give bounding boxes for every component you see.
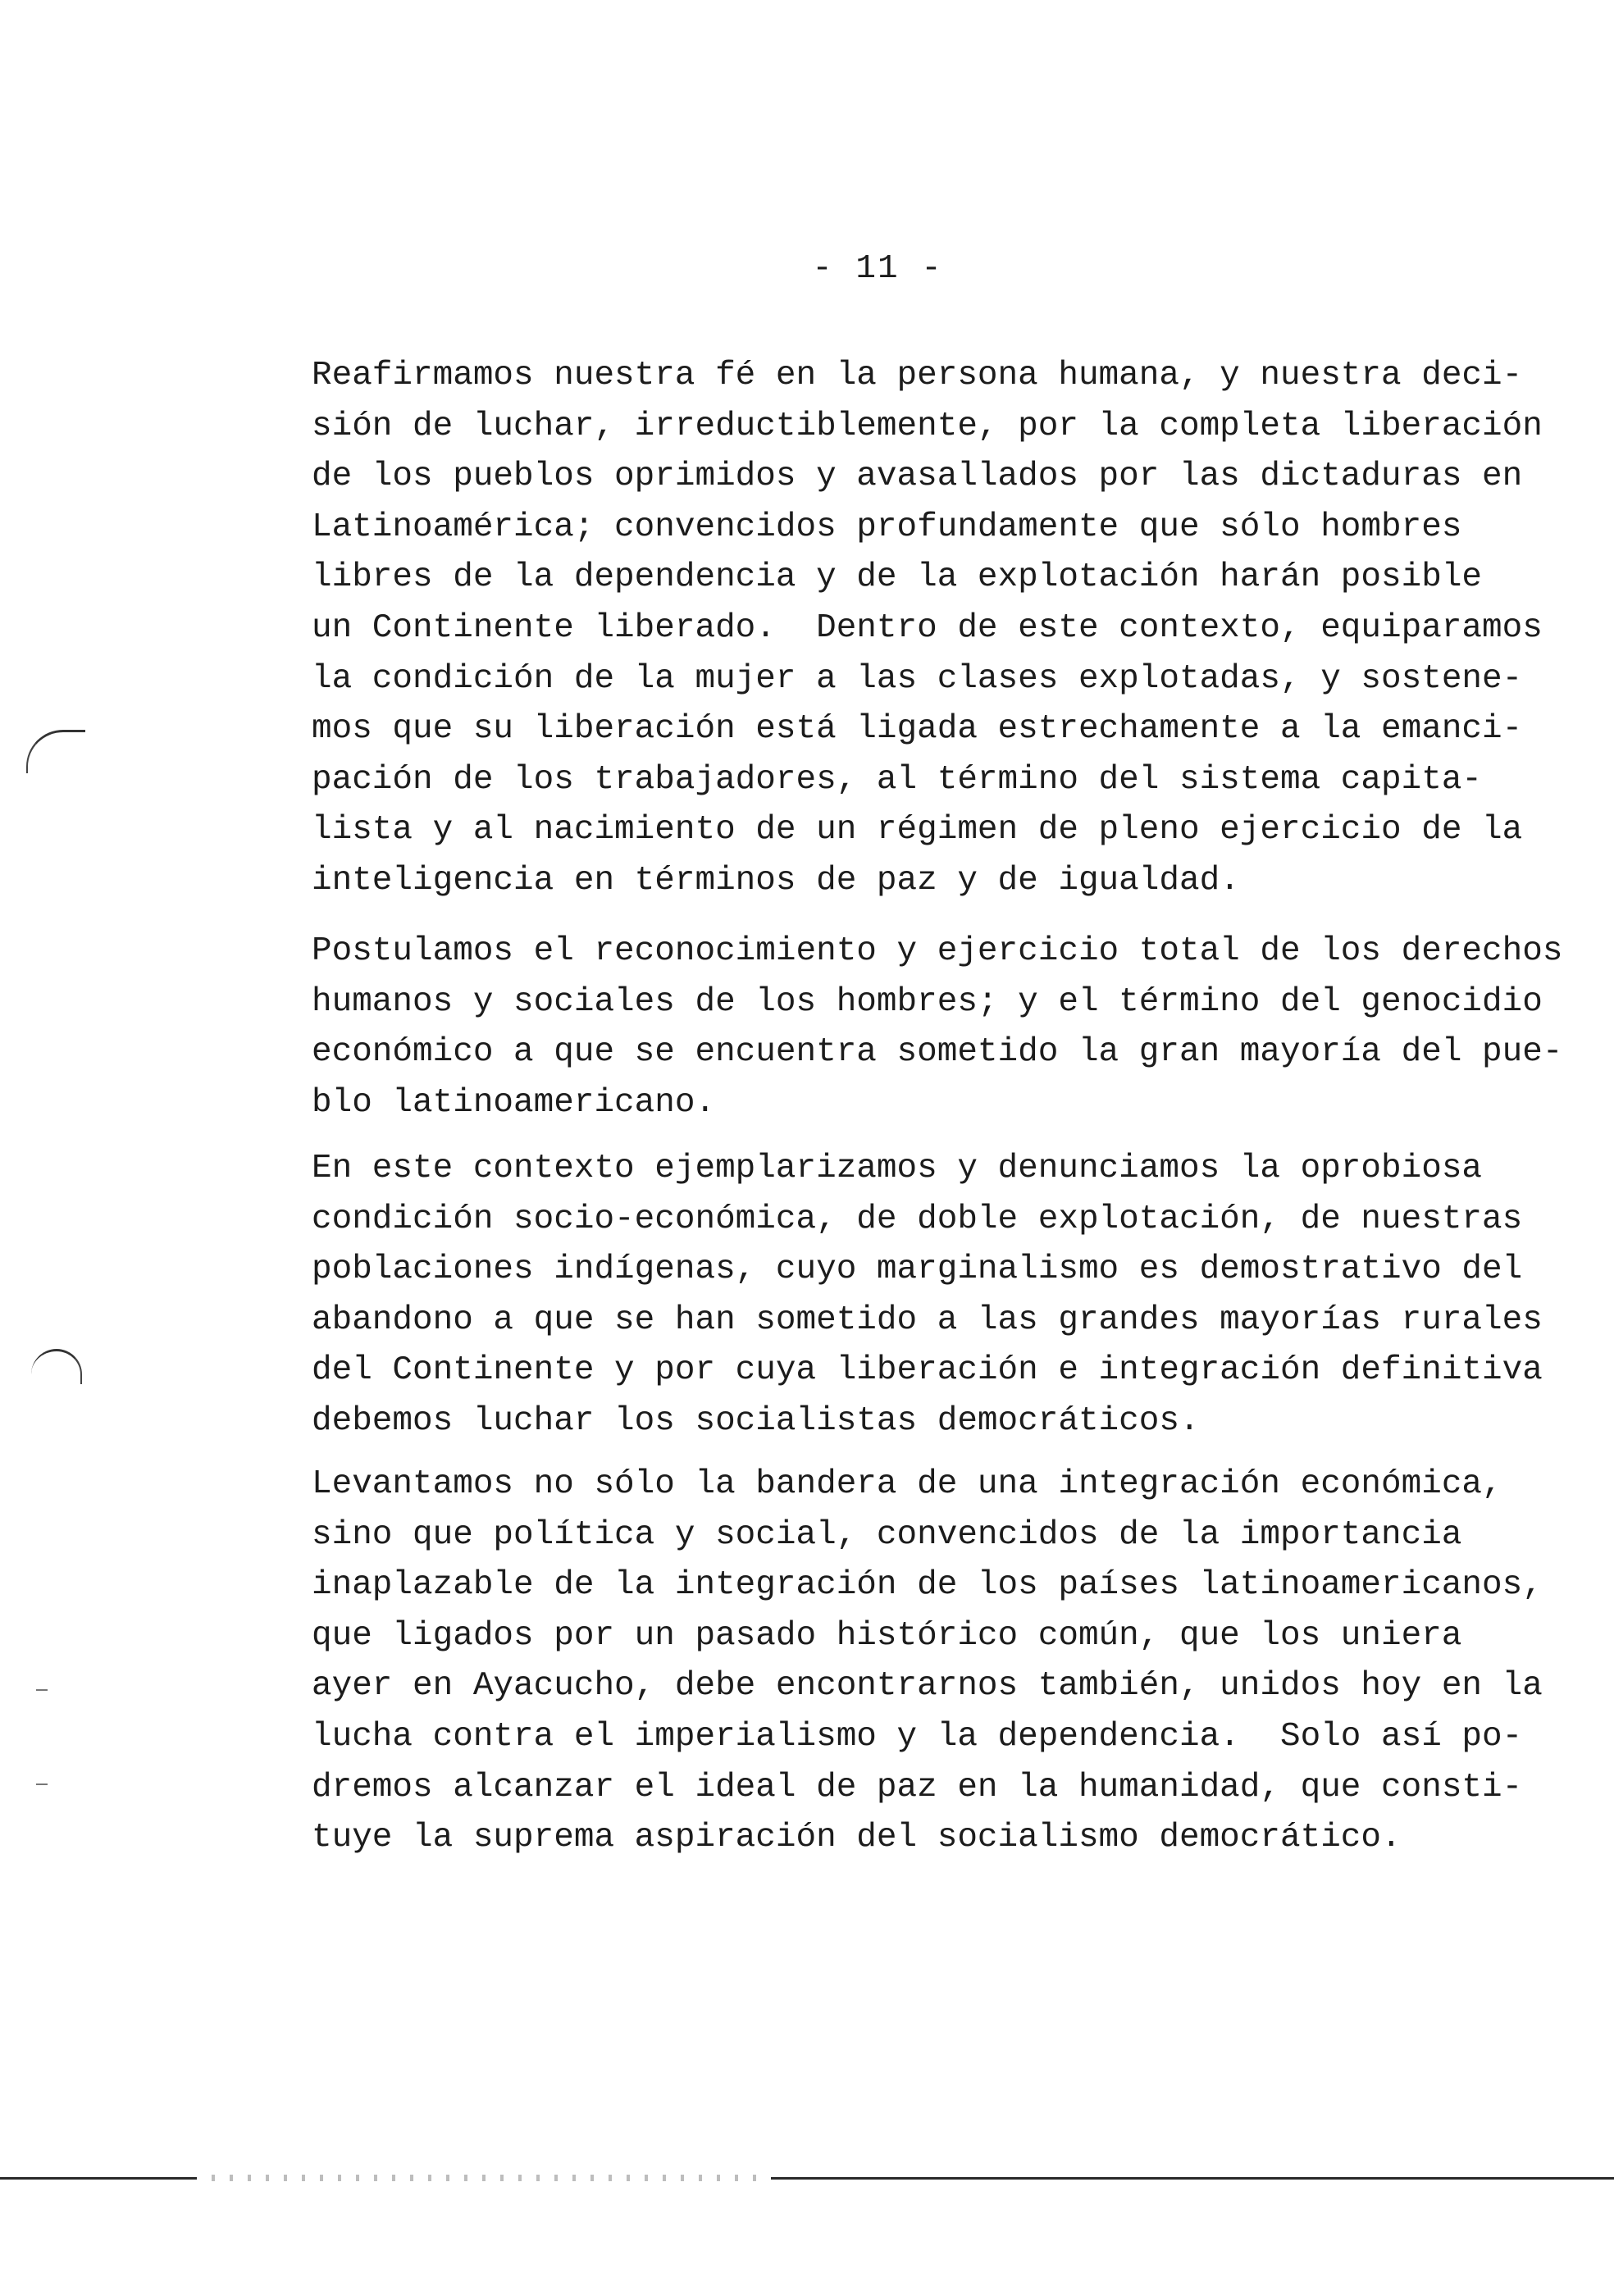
text-line: pación de los trabajadores, al término del sistema capita- xyxy=(312,760,1483,799)
text-line: Reafirmamos nuestra fé en la persona humana, y nuestra deci- xyxy=(312,357,1523,394)
text-line: la condición de la mujer a las clases explotadas, y sostene- xyxy=(312,659,1523,698)
paragraph-2 xyxy=(312,927,1563,1128)
text-line: condición socio-económica, de doble explotación, de nuestras xyxy=(312,1200,1523,1238)
text-line: debemos luchar los socialistas democráticos. xyxy=(312,1401,1200,1440)
text-line: Postulamos el reconocimiento y ejercicio total de los derechos xyxy=(312,932,1563,970)
text-line: humanos y sociales de los hombres; y el término del genocidio xyxy=(312,982,1543,1021)
text-line: lucha contra el imperialismo y la dependencia. Solo así po- xyxy=(312,1717,1523,1756)
text-line: del Continente y por cuya liberación e integración definitiva xyxy=(312,1351,1543,1390)
text-line: sino que política y social, convencidos de la importancia xyxy=(312,1515,1462,1554)
text-line: sión de luchar, irreductiblemente, por la completa liberación xyxy=(312,407,1543,445)
binder-hole-mark xyxy=(31,1349,82,1384)
margin-tick xyxy=(36,1689,48,1691)
paragraph-3 xyxy=(312,1144,1558,1447)
paragraph-1 xyxy=(312,351,1558,907)
paragraph-4 xyxy=(312,1460,1558,1864)
text-line: En este contexto ejemplarizamos y denunciamos la oprobiosa xyxy=(312,1150,1483,1187)
binder-hole-mark xyxy=(26,730,85,773)
text-line: tuye la suprema aspiración del socialismo democrático. xyxy=(312,1819,1402,1857)
text-line: lista y al nacimiento de un régimen de pleno ejercicio de la xyxy=(312,811,1523,850)
text-line: poblaciones indígenas, cuyo marginalismo es demostrativo del xyxy=(312,1250,1523,1289)
text-line: un Continente liberado. Dentro de este contexto, equiparamos xyxy=(312,608,1543,647)
margin-tick xyxy=(36,1784,48,1785)
text-line: libres de la dependencia y de la explotación harán posible xyxy=(312,558,1483,597)
text-line: que ligados por un pasado histórico común, que los uniera xyxy=(312,1616,1462,1655)
text-line: mos que su liberación está ligada estrechamente a la emanci- xyxy=(312,710,1523,749)
scan-edge-dots xyxy=(197,2175,771,2181)
text-line: inteligencia en términos de paz y de igualdad. xyxy=(312,861,1240,900)
text-line: blo latinoamericano. xyxy=(312,1083,716,1122)
text-line: de los pueblos oprimidos y avasallados por las dictaduras en xyxy=(312,458,1523,496)
page-number: - 11 - xyxy=(812,250,943,288)
text-line: ayer en Ayacucho, debe encontrarnos también, unidos hoy en la xyxy=(312,1667,1543,1706)
text-line: abandono a que se han sometido a las grandes mayorías rurales xyxy=(312,1301,1543,1339)
text-line: Latinoamérica; convencidos profundamente que sólo hombres xyxy=(312,508,1462,546)
text-line: inaplazable de la integración de los países latinoamericanos, xyxy=(312,1566,1543,1605)
text-line: Levantamos no sólo la bandera de una integración económica, xyxy=(312,1465,1502,1503)
text-line: dremos alcanzar el ideal de paz en la humanidad, que consti- xyxy=(312,1768,1523,1806)
text-line: económico a que se encuentra sometido la gran mayoría del pue- xyxy=(312,1033,1563,1072)
